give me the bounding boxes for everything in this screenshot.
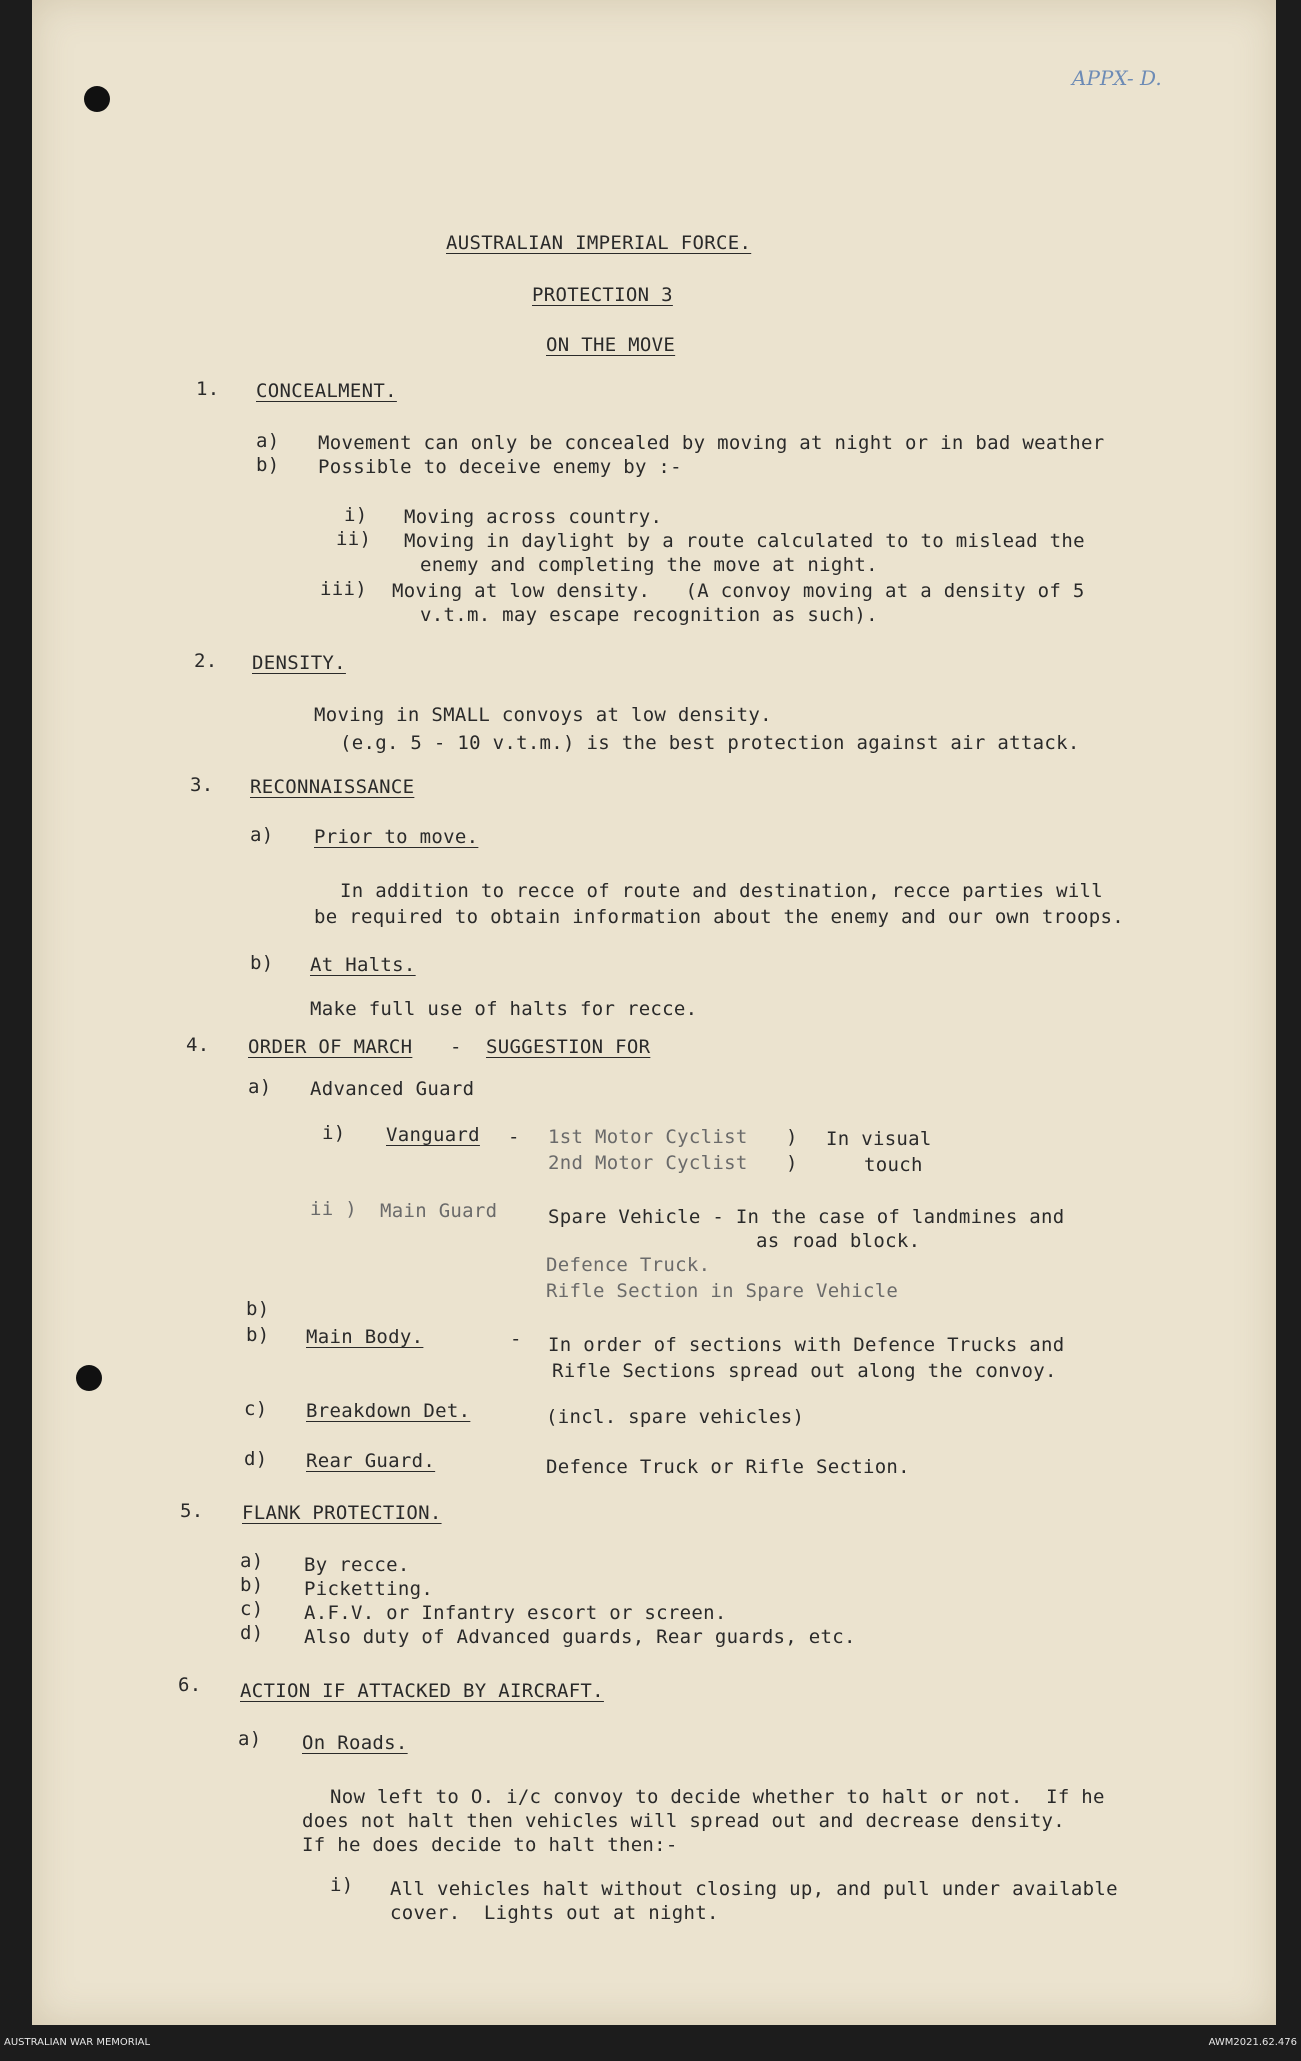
document-title: PROTECTION 3 — [532, 284, 673, 306]
item-marker: c) — [240, 1598, 264, 1620]
paragraph-line: Movement can only be concealed by moving at night or in bad weather — [318, 432, 1105, 454]
paragraph-line: Picketting. — [304, 1578, 434, 1600]
punch-hole — [84, 86, 110, 112]
role-dash: - — [510, 1328, 522, 1350]
archive-footer — [0, 2037, 1301, 2057]
subsection-heading: Breakdown Det. — [306, 1400, 471, 1422]
paragraph-line: Now left to O. i/c convoy to decide whether to halt or not. If he — [330, 1786, 1105, 1808]
brace-mark: ) — [786, 1126, 798, 1148]
appendix-annotation: APPX- D. — [1072, 66, 1162, 90]
subsection-heading: Advanced Guard — [310, 1078, 475, 1100]
paragraph-line: Make full use of halts for recce. — [310, 998, 698, 1020]
heading-dash: - — [450, 1036, 462, 1058]
item-marker: a) — [248, 1076, 272, 1098]
paragraph-line: A.F.V. or Infantry escort or screen. — [304, 1602, 727, 1624]
section-number: 4. — [186, 1034, 210, 1056]
paragraph-line: (incl. spare vehicles) — [546, 1406, 805, 1428]
item-marker: c) — [244, 1398, 268, 1420]
item-marker: b) — [246, 1298, 270, 1320]
item-marker: d) — [244, 1448, 268, 1470]
section-heading: CONCEALMENT. — [256, 380, 397, 402]
role-label: Main Guard — [380, 1200, 498, 1222]
paragraph-line: v.t.m. may escape recognition as such). — [420, 604, 878, 626]
paragraph-line: cover. Lights out at night. — [390, 1902, 719, 1924]
section-heading: ORDER OF MARCH — [248, 1036, 413, 1058]
paragraph-line: Defence Truck or Rifle Section. — [546, 1456, 910, 1478]
item-marker: b) — [246, 1324, 270, 1346]
item-marker: b) — [256, 454, 280, 476]
paragraph-line: In order of sections with Defence Trucks and — [548, 1334, 1065, 1356]
section-number: 2. — [194, 650, 218, 672]
item-marker: a) — [238, 1728, 262, 1750]
item-marker: i) — [330, 1874, 354, 1896]
paragraph-line: Spare Vehicle - In the case of landmines and — [548, 1206, 1065, 1228]
paragraph-line: Moving across country. — [404, 506, 663, 528]
paragraph-line: Also duty of Advanced guards, Rear guards, etc. — [304, 1626, 856, 1648]
paragraph-line: (e.g. 5 - 10 v.t.m.) is the best protection against air attack. — [340, 732, 1080, 754]
paragraph-line: as road block. — [756, 1230, 921, 1252]
item-marker: i) — [344, 504, 368, 526]
paragraph-line: Defence Truck. — [546, 1254, 711, 1276]
paragraph-line: In visual — [826, 1128, 932, 1150]
paragraph-line: Possible to deceive enemy by :- — [318, 456, 682, 478]
role-label: Vanguard — [386, 1124, 480, 1146]
item-marker: a) — [240, 1550, 264, 1572]
section-heading: RECONNAISSANCE — [250, 776, 415, 798]
archive-name: AUSTRALIAN WAR MEMORIAL — [4, 2037, 151, 2048]
section-number: 1. — [196, 378, 220, 400]
item-marker: a) — [256, 430, 280, 452]
subsection-heading: Main Body. — [306, 1326, 424, 1348]
paragraph-line: By recce. — [304, 1554, 410, 1576]
paragraph-line: Moving in daylight by a route calculated to to mislead the — [404, 530, 1085, 552]
paragraph-line: Rifle Sections spread out along the convoy. — [552, 1360, 1057, 1382]
role-dash: - — [508, 1126, 520, 1148]
item-marker: iii) — [320, 578, 367, 600]
paragraph-line: If he does decide to halt then:- — [302, 1834, 678, 1856]
section-number: 3. — [190, 774, 214, 796]
paragraph-line: enemy and completing the move at night. — [420, 554, 878, 576]
paragraph-line: Rifle Section in Spare Vehicle — [546, 1280, 899, 1302]
archive-reference: AWM2021.62.476 — [1208, 2037, 1297, 2048]
document-subtitle: ON THE MOVE — [546, 334, 676, 356]
item-marker: b) — [250, 952, 274, 974]
section-heading: SUGGESTION FOR — [486, 1036, 651, 1058]
section-heading: FLANK PROTECTION. — [242, 1502, 442, 1524]
subsection-heading: On Roads. — [302, 1732, 408, 1754]
org-heading: AUSTRALIAN IMPERIAL FORCE. — [446, 232, 752, 254]
item-marker: ii) — [336, 528, 372, 550]
punch-hole — [76, 1365, 102, 1391]
section-number: 6. — [178, 1674, 202, 1696]
item-marker: i) — [322, 1122, 346, 1144]
brace-mark: ) — [786, 1152, 798, 1174]
section-heading: ACTION IF ATTACKED BY AIRCRAFT. — [240, 1680, 604, 1702]
paragraph-line: In addition to recce of route and destination, recce parties will — [340, 880, 1104, 902]
paragraph-line: does not halt then vehicles will spread out and decrease density. — [302, 1810, 1066, 1832]
paragraph-line: 2nd Motor Cyclist — [548, 1152, 748, 1174]
item-marker: d) — [240, 1622, 264, 1644]
section-heading: DENSITY. — [252, 652, 346, 674]
item-marker: ii ) — [310, 1198, 357, 1220]
paragraph-line: Moving in SMALL convoys at low density. — [314, 704, 772, 726]
paragraph-line: 1st Motor Cyclist — [548, 1126, 748, 1148]
paragraph-line: touch — [864, 1154, 923, 1176]
item-marker: a) — [250, 824, 274, 846]
subsection-heading: Prior to move. — [314, 826, 479, 848]
section-number: 5. — [180, 1500, 204, 1522]
paragraph-line: be required to obtain information about the enemy and our own troops. — [314, 906, 1124, 928]
paragraph-line: Moving at low density. (A convoy moving at a density of 5 — [392, 580, 1085, 602]
paragraph-line: All vehicles halt without closing up, and pull under available — [390, 1878, 1118, 1900]
subsection-heading: At Halts. — [310, 954, 416, 976]
subsection-heading: Rear Guard. — [306, 1450, 436, 1472]
item-marker: b) — [240, 1574, 264, 1596]
